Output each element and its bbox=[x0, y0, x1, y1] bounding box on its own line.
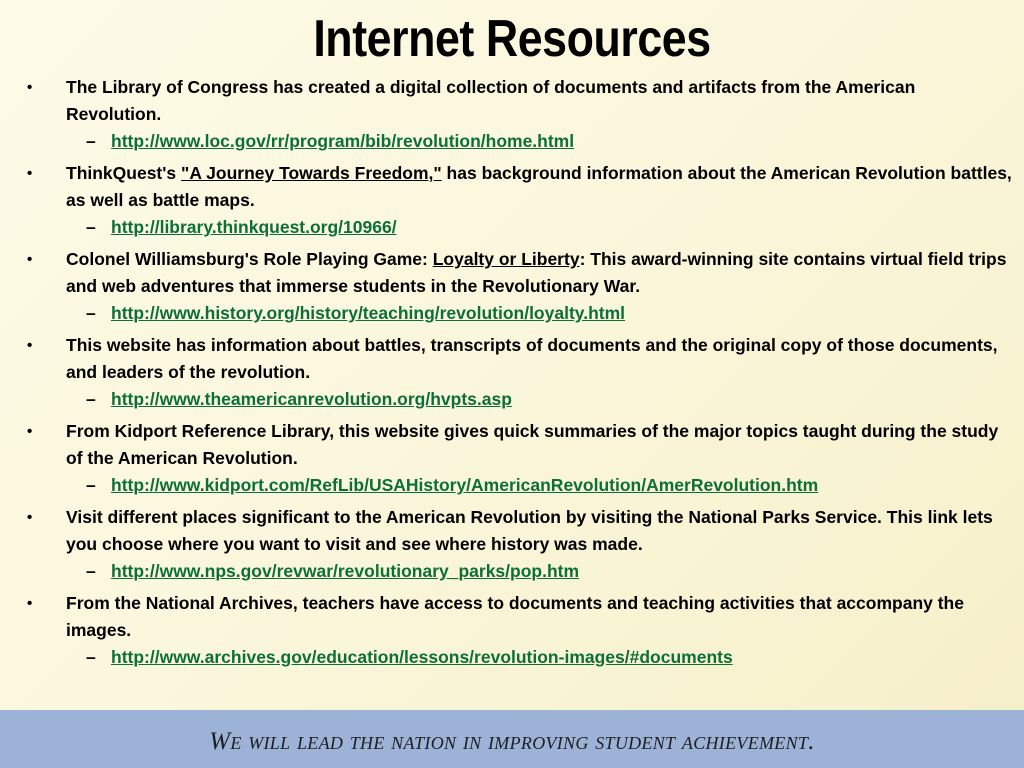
bullet-marker: • bbox=[27, 337, 33, 354]
sub-bullet-dash: – bbox=[86, 389, 96, 409]
resource-url-link[interactable]: http://www.history.org/history/teaching/revolution/loyalty.html bbox=[111, 303, 626, 323]
bullet-marker: • bbox=[27, 509, 33, 526]
resource-url-row bbox=[27, 128, 1012, 155]
resource-bullet bbox=[27, 418, 1012, 472]
resource-url-row bbox=[27, 386, 1012, 413]
sub-bullet-dash: – bbox=[86, 475, 96, 495]
bullet-marker: • bbox=[27, 423, 33, 440]
resource-url-row bbox=[27, 558, 1012, 585]
resource-description bbox=[66, 590, 1012, 644]
description-text: From the National Archives, teachers have access to documents and teaching activities that accompany the images. bbox=[66, 593, 964, 640]
description-text: Colonel Williamsburg's Role Playing Game: bbox=[66, 249, 433, 269]
description-text: ThinkQuest's bbox=[66, 163, 182, 183]
resource-bullet bbox=[27, 590, 1012, 644]
resource-description bbox=[66, 160, 1012, 214]
resource-url-link[interactable]: http://www.kidport.com/RefLib/USAHistory/AmericanRevolution/AmerRevolution.htm bbox=[111, 475, 819, 495]
resource-url-link[interactable]: http://www.nps.gov/revwar/revolutionary_parks/pop.htm bbox=[111, 561, 580, 581]
sub-bullet-dash: – bbox=[86, 131, 96, 151]
sub-bullet-dash: – bbox=[86, 303, 96, 323]
resource-bullet bbox=[27, 504, 1012, 558]
bullet-marker: • bbox=[27, 165, 33, 182]
resource-list bbox=[27, 74, 1012, 676]
resource-title-link[interactable]: "A Journey Towards Freedom," bbox=[181, 163, 442, 183]
resource-title-link[interactable]: Loyalty or Liberty bbox=[432, 249, 580, 269]
description-text: Visit different places significant to the American Revolution by visiting the National Parks Service. This link lets you choose where you want to visit and see where history was made. bbox=[66, 507, 993, 554]
resource-url-link[interactable]: http://www.loc.gov/rr/program/bib/revolution/home.html bbox=[111, 131, 575, 151]
resource-url-link[interactable]: http://www.archives.gov/education/lessons/revolution-images/#documents bbox=[111, 647, 733, 667]
description-text: has background information about the American Revolution battles, as well as battle maps. bbox=[66, 163, 1012, 210]
sub-bullet-dash: – bbox=[86, 217, 96, 237]
resource-description bbox=[66, 74, 1012, 128]
bullet-marker: • bbox=[27, 79, 33, 96]
footer-band bbox=[0, 710, 1024, 768]
resource-url-link[interactable]: http://www.theamericanrevolution.org/hvpts.asp bbox=[111, 389, 512, 409]
resource-url-row bbox=[27, 472, 1012, 499]
description-text: The Library of Congress has created a digital collection of documents and artifacts from the American Revolution. bbox=[66, 77, 916, 124]
resource-url-link[interactable]: http://library.thinkquest.org/10966/ bbox=[111, 217, 397, 237]
description-text: From Kidport Reference Library, this website gives quick summaries of the major topics taught during the study of the American Revolution. bbox=[66, 421, 999, 468]
resource-description bbox=[66, 418, 1012, 472]
resource-description bbox=[66, 332, 1012, 386]
sub-bullet-dash: – bbox=[86, 561, 96, 581]
resource-bullet bbox=[27, 160, 1012, 214]
resource-url-row bbox=[27, 644, 1012, 671]
footer-motto: We will lead the nation in improving student achievement. bbox=[209, 728, 815, 755]
sub-bullet-dash: – bbox=[86, 647, 96, 667]
resource-bullet bbox=[27, 74, 1012, 128]
description-text: : This award-winning site contains virtual field trips and web adventures that immerse students in the Revolutionary War. bbox=[66, 249, 1007, 296]
resource-description bbox=[66, 504, 1012, 558]
bullet-marker: • bbox=[27, 251, 33, 268]
description-text: This website has information about battles, transcripts of documents and the original copy of those documents, and leaders of the revolution. bbox=[66, 335, 998, 382]
bullet-marker: • bbox=[27, 595, 33, 612]
resource-description bbox=[66, 246, 1012, 300]
resource-bullet bbox=[27, 246, 1012, 300]
resource-url-row bbox=[27, 214, 1012, 241]
resource-url-row bbox=[27, 300, 1012, 327]
slide-title: Internet Resources bbox=[313, 10, 711, 68]
resource-bullet bbox=[27, 332, 1012, 386]
